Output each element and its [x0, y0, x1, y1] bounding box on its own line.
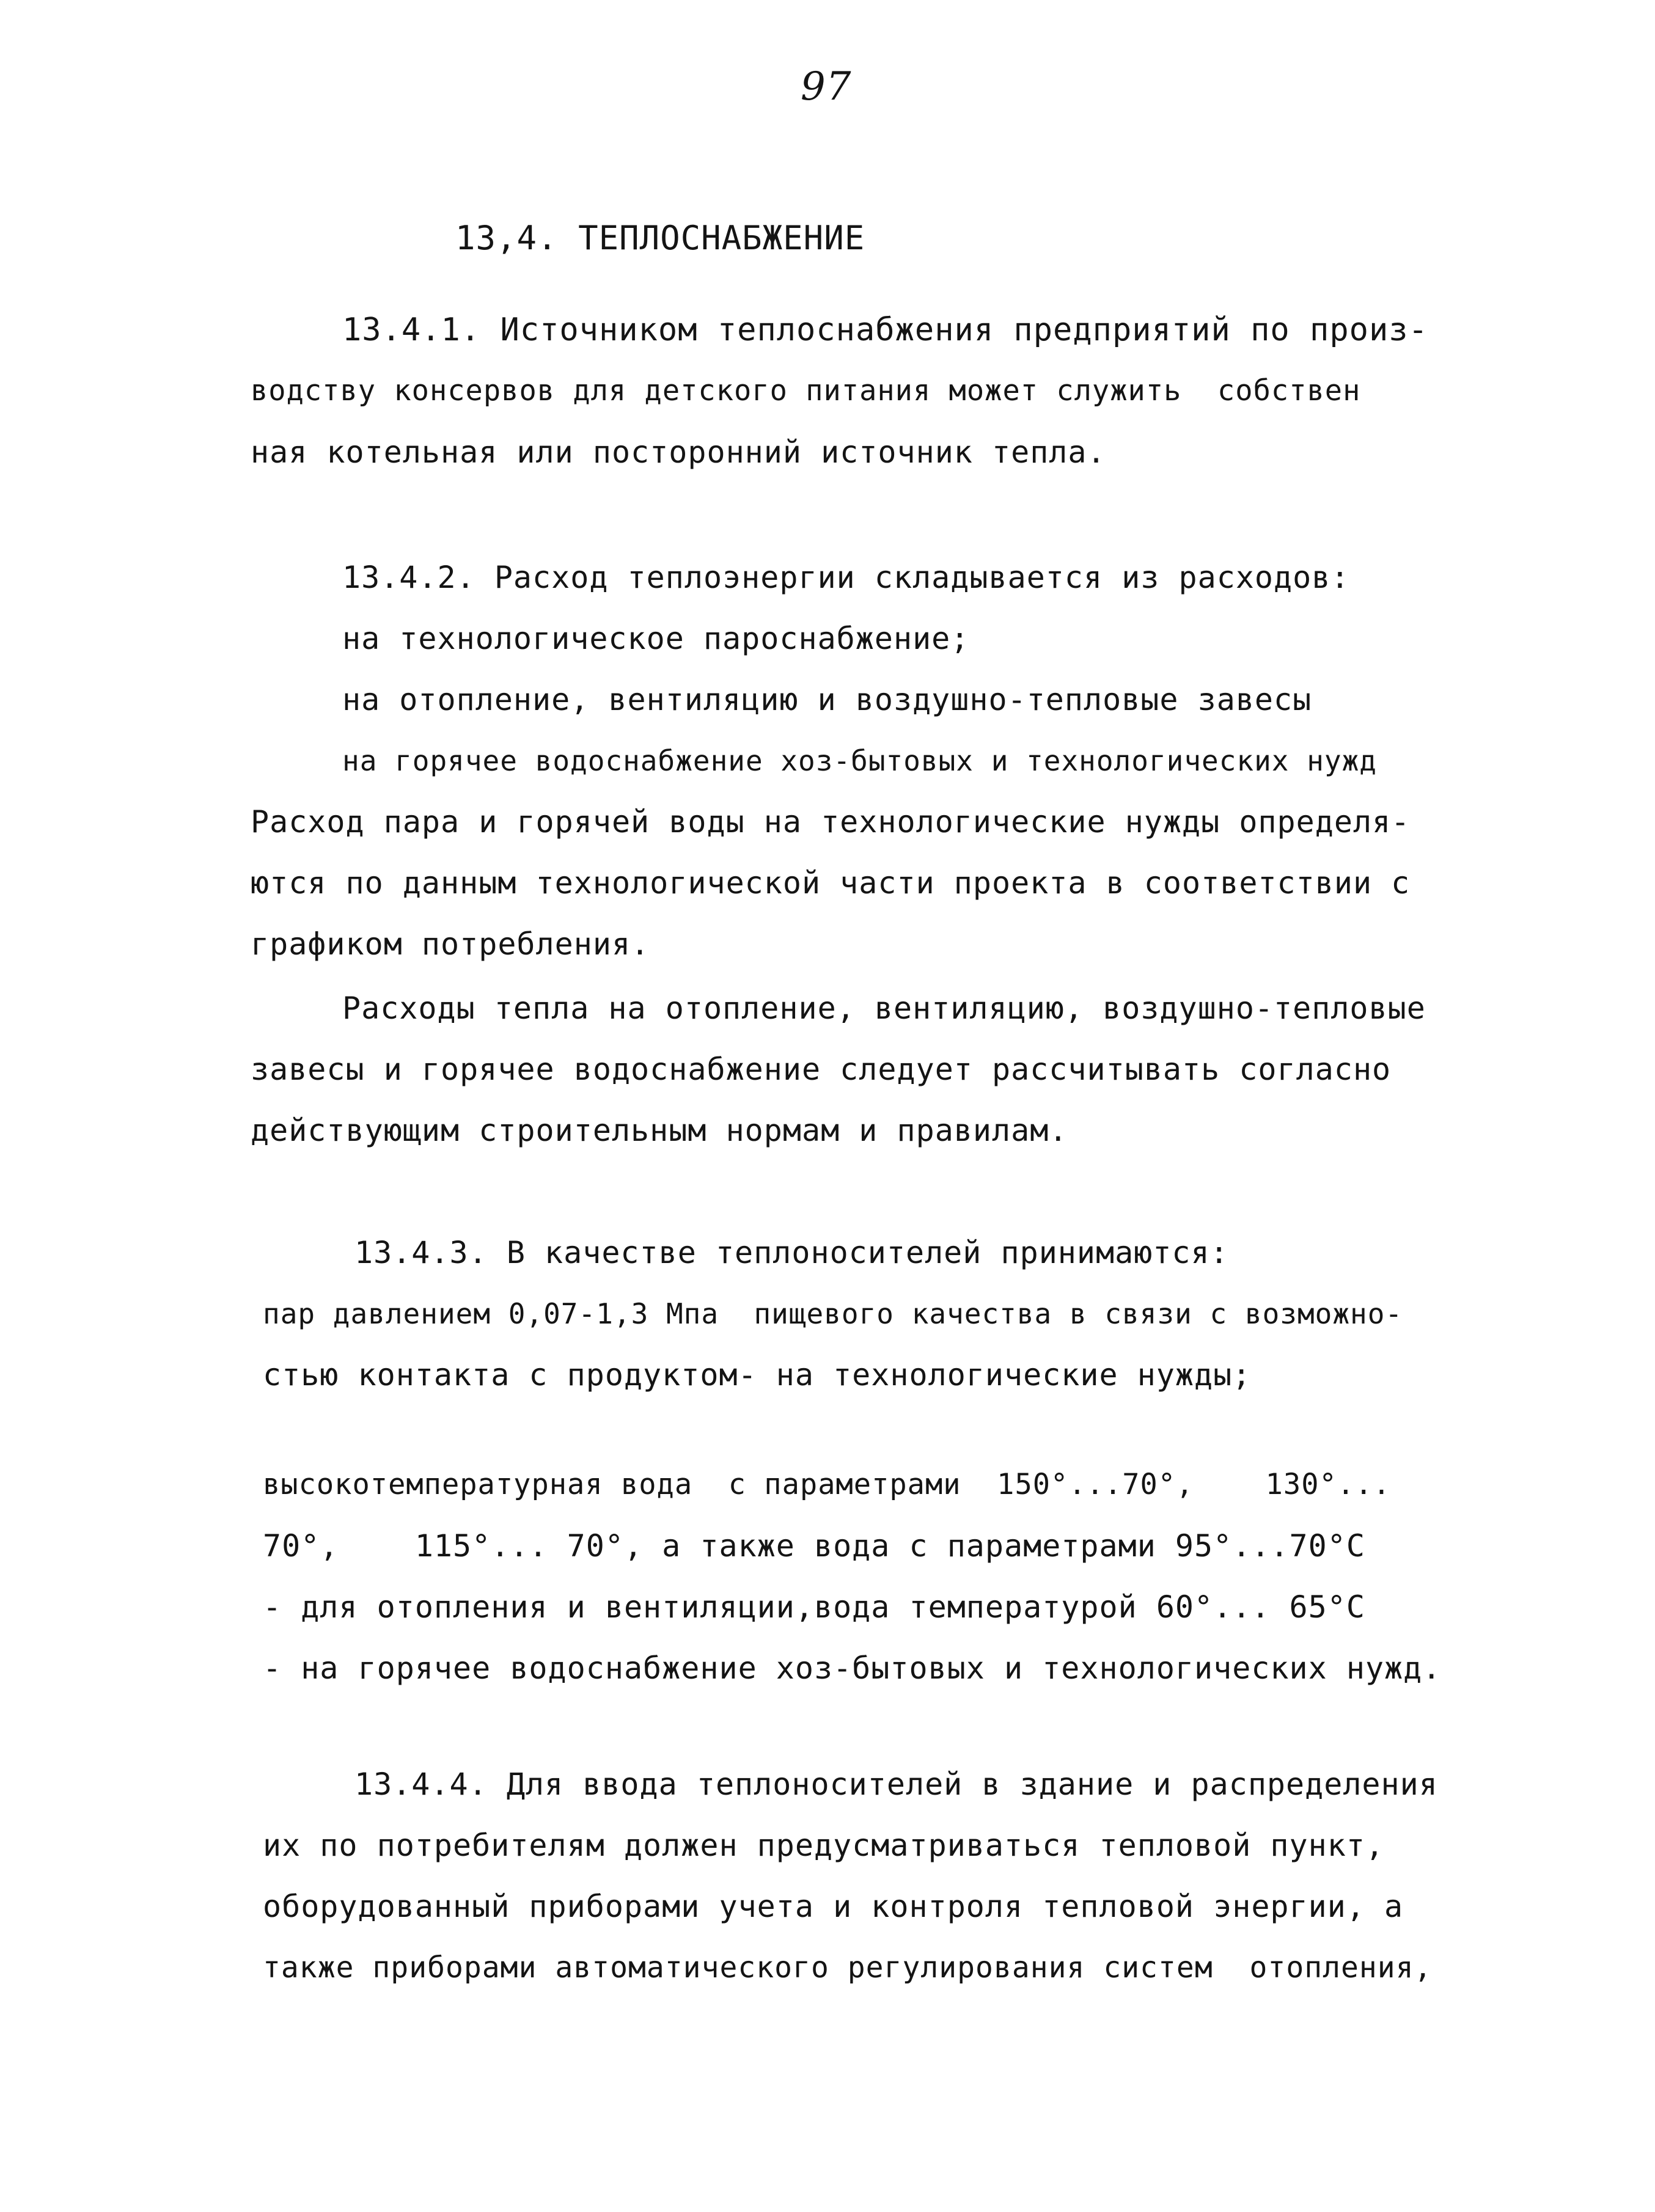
text-line: высокотемпературная вода с параметрами 150°...70°, 130°... [263, 1468, 1391, 1501]
text-line: стью контакта с продуктом- на технологические нужды; [263, 1357, 1252, 1393]
text-line: действующим строительным нормам и правилам. [251, 1113, 1068, 1148]
text-line: 13.4.3. В качестве теплоносителей принимаются: [354, 1235, 1229, 1270]
text-line: Расходы тепла на отопление, вентиляцию, воздушно-тепловые [342, 991, 1426, 1026]
text-line: также приборами автоматического регулирования систем отопления, [263, 1950, 1433, 1985]
section-heading: 13,4. ТЕПЛОСНАБЖЕНИЕ [455, 219, 865, 257]
text-line: на горячее водоснабжение хоз-бытовых и технологических нужд [342, 744, 1377, 777]
text-line: их по потребителям должен предусматриваться тепловой пункт, [263, 1828, 1385, 1863]
page-number: 97 [801, 64, 852, 109]
text-line: на технологическое пароснабжение; [342, 621, 970, 656]
text-line: 13.4.2. Расход теплоэнергии складывается из расходов: [342, 560, 1350, 595]
text-line: Расход пара и горячей воды на технологические нужды определя- [251, 804, 1411, 840]
text-line: - на горячее водоснабжение хоз-бытовых и технологических нужд. [263, 1650, 1442, 1686]
text-line: водству консервов для детского питания может служить собствен [251, 374, 1361, 408]
text-line: графиком потребления. [251, 926, 650, 962]
text-line: 13.4.1. Источником теплоснабжения предприятий по произ- [342, 312, 1428, 348]
text-line: 13.4.4. Для ввода теплоносителей в здание и распределения [354, 1767, 1438, 1802]
text-line: на отопление, вентиляцию и воздушно-тепловые завесы [342, 682, 1312, 717]
text-line: - для отопления и вентиляции,вода температурой 60°... 65°С [263, 1589, 1365, 1625]
text-line: оборудованный приборами учета и контроля тепловой энергии, а [263, 1889, 1404, 1924]
text-line: ная котельная или посторонний источник тепла. [251, 434, 1106, 470]
text-line: 70°, 115°... 70°, а также вода с параметрами 95°...70°С [263, 1528, 1365, 1564]
text-line: ются по данным технологической части проекта в соответствии с [251, 865, 1411, 901]
text-line: завесы и горячее водоснабжение следует рассчитывать согласно [251, 1052, 1392, 1087]
text-line: пар давлением 0,07-1,3 Мпа пищевого качества в связи с возможно- [263, 1297, 1403, 1330]
